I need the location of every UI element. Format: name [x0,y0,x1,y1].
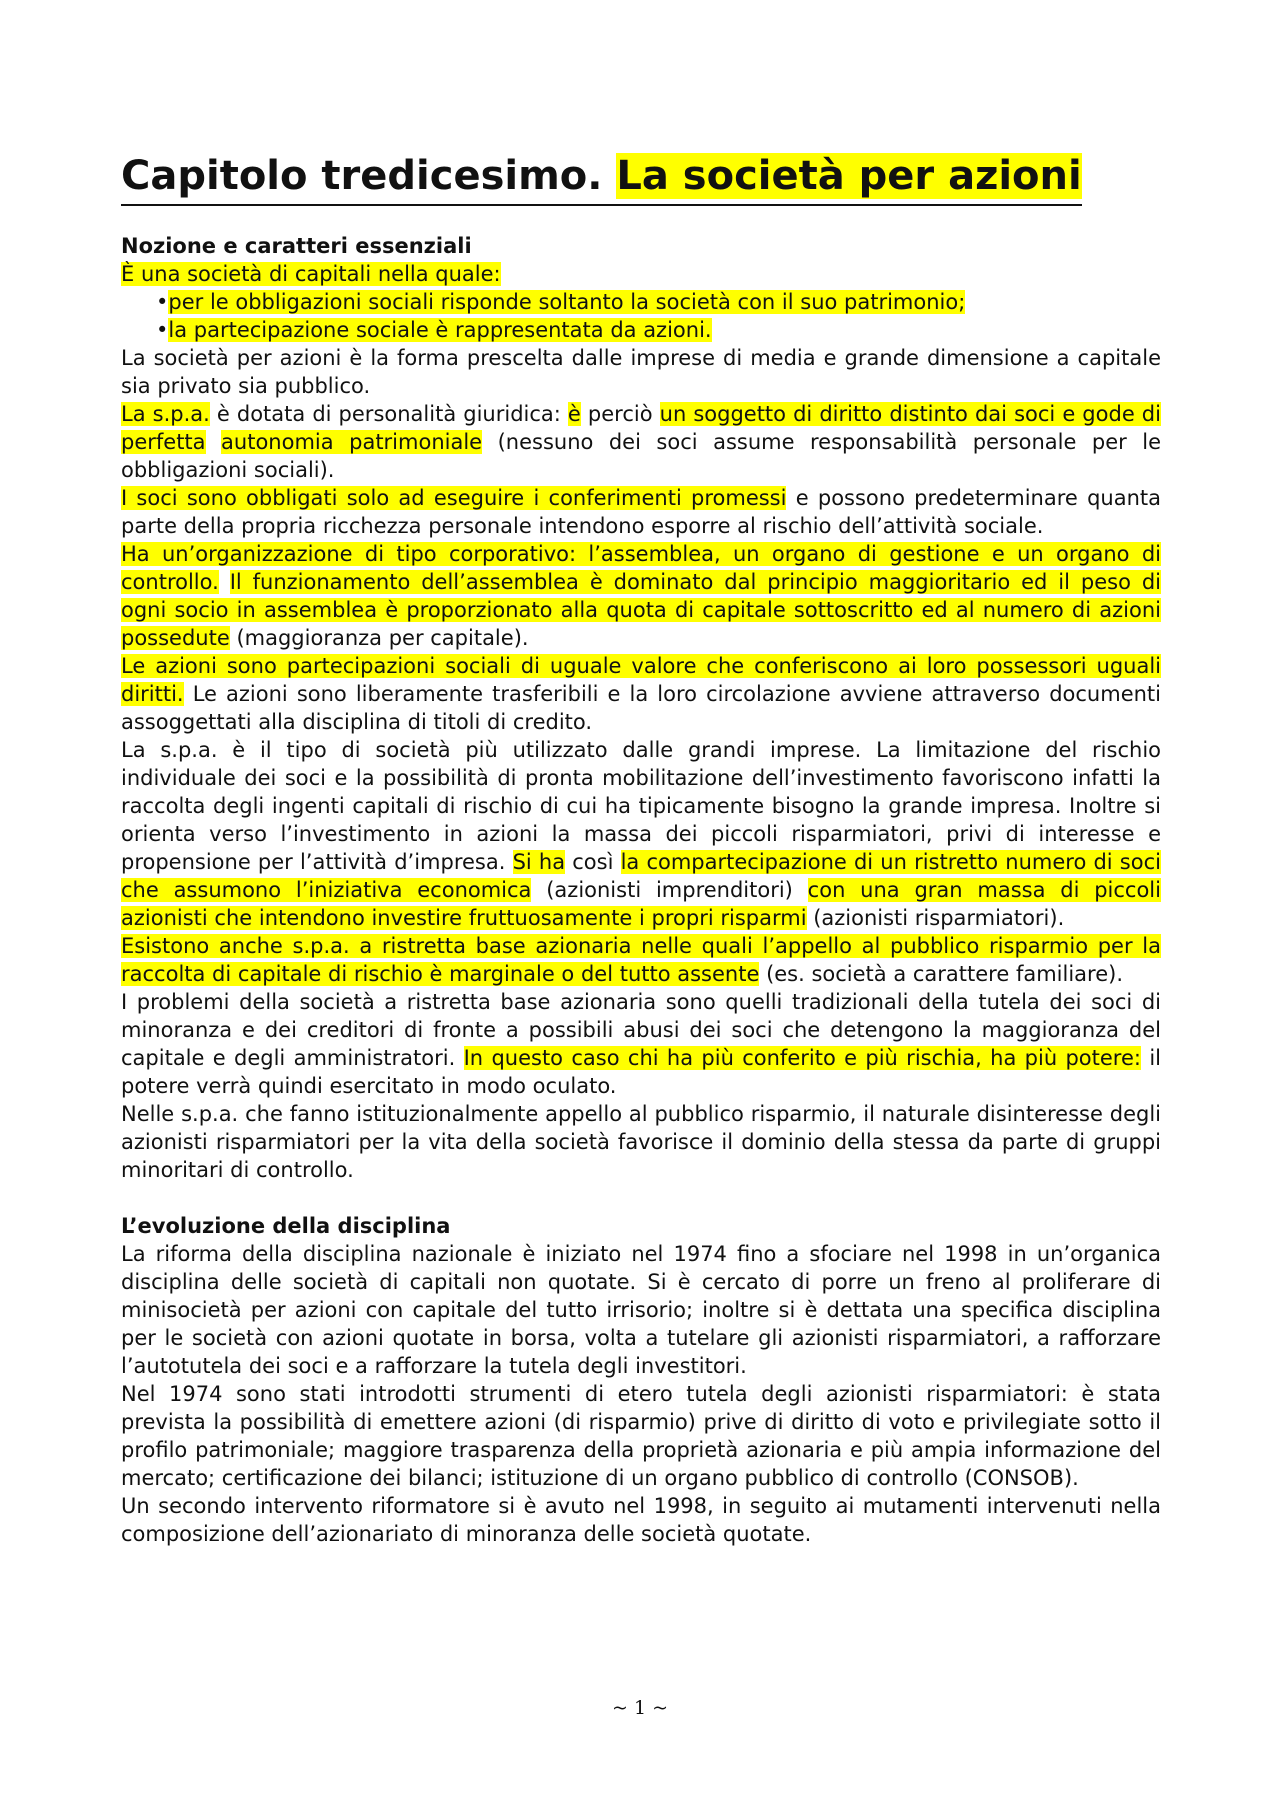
paragraph [121,1380,1161,1492]
paragraph [121,988,1161,1100]
text-run: Un secondo intervento riformatore si è avuto nel 1998, in seguito ai mutamenti intervenuti nella composizione dell’azionariato di minoranza delle società quotate. [121,1494,1161,1546]
highlighted-text: Si ha [512,850,566,874]
text-run: La società per azioni è la forma prescelta dalle imprese di media e grande dimensione a capitale sia privato sia pubblico. [121,346,1161,398]
section-heading: L’evoluzione della disciplina [121,1214,451,1238]
text-run [206,430,222,454]
highlighted-text: la partecipazione sociale è rappresentata da azioni. [168,318,712,342]
highlighted-text: con una gran massa di piccoli azionisti che intendono investire fruttuosamente i propri risparmi [121,878,1161,930]
text-run: (nessuno dei soci assume responsabilità personale per le obbligazioni sociali). [121,430,1161,482]
text-run: perciò [580,402,660,426]
paragraph [121,1492,1161,1548]
paragraph [121,1100,1161,1184]
text-run [219,570,230,594]
paragraph [121,540,1161,652]
highlighted-text: È una società di capitali nella quale: [121,262,501,286]
highlighted-text: un soggetto di diritto distinto dai soci e gode di perfetta [121,402,1161,454]
section-heading: Nozione e caratteri essenziali [121,234,472,258]
title-plain: Capitolo tredicesimo. [121,153,617,199]
text-run: e possono predeterminare quanta parte della propria ricchezza personale intendono esporre al rischio dell’attività sociale. [121,486,1161,538]
title-highlight: La società per azioni [616,153,1082,199]
paragraph [121,736,1161,932]
text-run: il potere verrà quindi esercitato in modo oculato. [121,1046,1161,1098]
text-run: • [156,290,169,314]
text-run: Nelle s.p.a. che fanno istituzionalmente appello al pubblico risparmio, il naturale disinteresse degli azionisti risparmiatori per la vita della società favorisce il dominio della stessa da parte di gruppi minoritari di controllo. [121,1102,1161,1182]
text-run: (maggioranza per capitale). [229,626,529,650]
highlighted-text: la compartecipazione di un ristretto numero di soci che assumono l’iniziativa economica [121,850,1161,902]
text-run: Le azioni sono liberamente trasferibili e la loro circolazione avviene attraverso documenti assoggettati alla disciplina di titoli di credito. [121,682,1161,734]
paragraph [121,1240,1161,1380]
highlighted-text: La s.p.a. [121,402,210,426]
text-run: La riforma della disciplina nazionale è iniziato nel 1974 fino a sfociare nel 1998 in un’organica disciplina delle società di capitali non quotate. Si è cercato di porre un freno al proliferare di minisocietà per azioni con capitale del tutto irrisorio; inoltre si è dettata una specifica disciplina per le società con azioni quotate in borsa, volta a tutelare gli azionisti risparmiatori, a rafforzare l’autotutela dei soci e a rafforzare la tutela degli investitori. [121,1242,1161,1378]
text-run: così [565,850,621,874]
highlighted-text: Ha un’organizzazione di tipo corporativo: l’assemblea, un organo di gestione e un organo di controllo. [121,542,1161,594]
paragraph [121,932,1161,988]
text-run: (azionisti imprenditori) [531,878,808,902]
text-run: • [156,318,169,342]
paragraph [121,484,1161,540]
list-item [121,288,1161,316]
text-run: Nel 1974 sono stati introdotti strumenti di etero tutela degli azionisti risparmiatori: è stata prevista la possibilità di emettere azioni (di risparmio) prive di diritto di voto e privilegiate sotto il profilo patrimoniale; maggiore trasparenza della proprietà azionaria e più ampia informazione del mercato; certificazione dei bilanci; istituzione di un organo pubblico di controllo (CONSOB). [121,1382,1161,1490]
text-run: (es. società a carattere familiare). [759,962,1124,986]
paragraph [121,260,1161,288]
highlighted-text: Il funzionamento dell’assemblea è dominato dal principio maggioritario ed il peso di ogni socio in assemblea è proporzionato alla quota di capitale sottoscritto ed al numero di azioni possedute [121,570,1161,650]
list-item [121,316,1161,344]
paragraph [121,344,1161,400]
paragraph [121,652,1161,736]
document-body [121,150,1161,1548]
page-number: ~ 1 ~ [611,1697,668,1719]
text-run: (azionisti risparmiatori). [806,906,1065,930]
paragraph [121,400,1161,484]
text-run: La s.p.a. è il tipo di società più utilizzato dalle grandi imprese. La limitazione del rischio individuale dei soci e la possibilità di pronta mobilitazione dell’investimento favoriscono infatti la raccolta degli ingenti capitali di rischio di cui ha tipicamente bisogno la grande impresa. Inoltre si orienta verso l’investimento in azioni la massa dei piccoli risparmiatori, privi di interesse e propensione per l’attività d’impresa. [121,738,1161,874]
page-title [121,150,1082,206]
section-gap [121,1184,1161,1212]
highlighted-text: Le azioni sono partecipazioni sociali di uguale valore che conferiscono ai loro possessori uguali diritti. [121,654,1161,706]
highlighted-text: per le obbligazioni sociali risponde soltanto la società con il suo patrimonio; [168,290,966,314]
highlighted-text: Esistono anche s.p.a. a ristretta base azionaria nelle quali l’appello al pubblico risparmio per la raccolta di capitale di rischio è marginale o del tutto assente [121,934,1161,986]
highlighted-text: In questo caso chi ha più conferito e più rischia, ha più potere: [463,1046,1141,1070]
highlighted-text: I soci sono obbligati solo ad eseguire i conferimenti promessi [121,486,787,510]
highlighted-text: autonomia patrimoniale [221,430,483,454]
text-run: I problemi della società a ristretta base azionaria sono quelli tradizionali della tutela dei soci di minoranza e dei creditori di fronte a possibili abusi dei soci che detengono la maggioranza del capitale e degli amministratori. [121,990,1161,1070]
highlighted-text: è [567,402,581,426]
text-run: è dotata di personalità giuridica: [209,402,568,426]
sections-container [121,232,1161,1548]
